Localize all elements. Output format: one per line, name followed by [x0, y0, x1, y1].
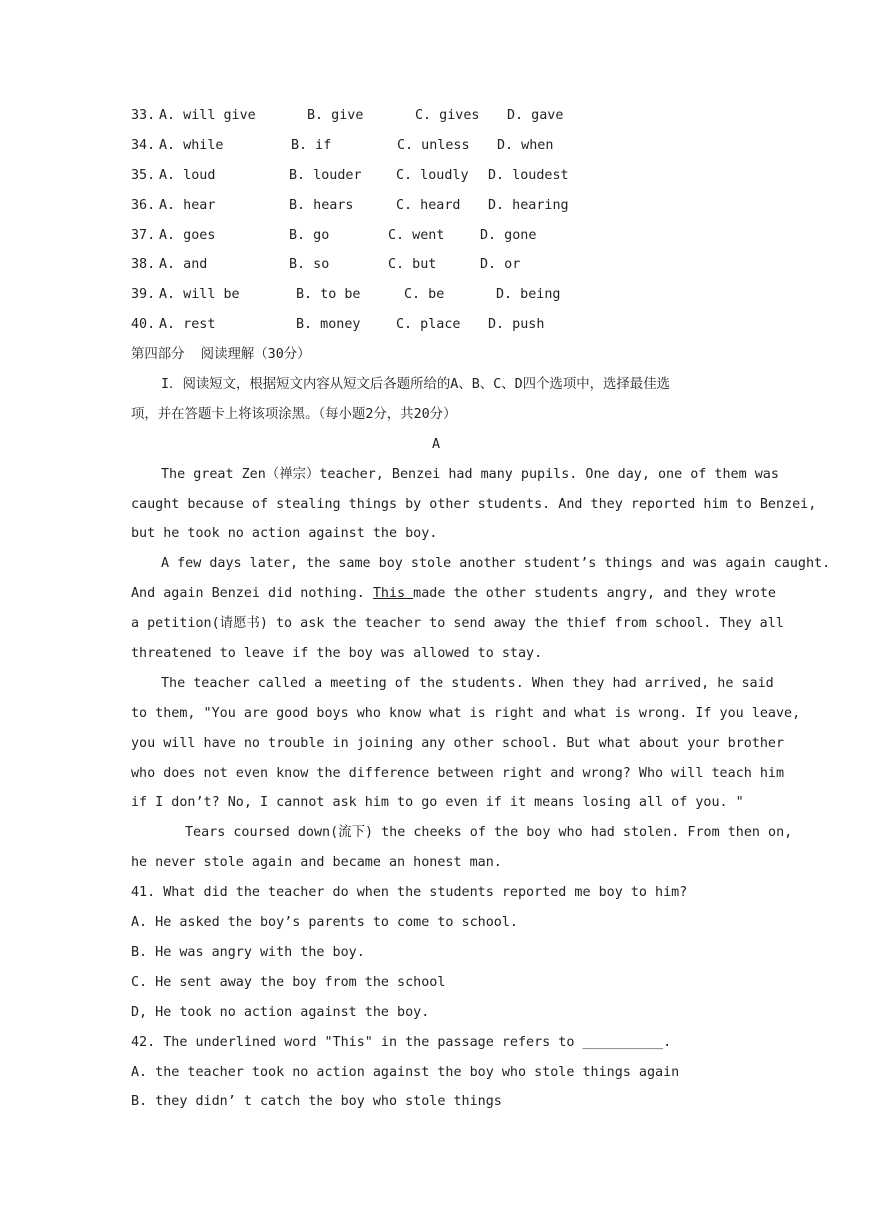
question-42: 42. The underlined word "This" in the passage refers to __________.	[131, 1034, 672, 1050]
option-d: D. hearing	[488, 197, 569, 213]
passage-p1-line-2: caught because of stealing things by other students. And they reported him to Benzei,	[131, 496, 817, 512]
option-row-40	[131, 310, 741, 340]
options-block	[131, 101, 741, 340]
option-a: A. loud	[159, 167, 216, 183]
question-number: 40.	[131, 317, 156, 333]
option-a: A. will give	[159, 108, 256, 123]
option-a: A. and	[159, 257, 208, 273]
passage-p2-line-4: threatened to leave if the boy was allowed to stay.	[131, 646, 543, 662]
option-c: C. gives	[415, 108, 480, 123]
option-row-37	[131, 221, 741, 251]
option-d: D. gone	[480, 227, 537, 243]
option-b: B. hears	[289, 197, 354, 213]
instruction-line-2: 项，并在答题卡上将该项涂黑。（每小题2分，共20分）	[131, 406, 457, 422]
passage-label: A	[431, 436, 441, 452]
option-d: D. push	[488, 317, 545, 333]
passage-p4-line-1: Tears coursed down(流下) the cheeks of the boy who had stolen. From then on,	[185, 825, 793, 841]
option-c: C. be	[404, 287, 445, 303]
option-c: C. unless	[397, 137, 470, 153]
question-41-option-d: D, He took no action against the boy.	[131, 1004, 430, 1020]
option-b: B. to be	[296, 287, 361, 303]
question-number: 35.	[131, 167, 156, 183]
passage-p2-line-3: a petition(请愿书) to ask the teacher to send away the thief from school. They all	[131, 616, 784, 632]
option-d: D. or	[480, 257, 521, 273]
question-42-option-b: B. they didn’ t catch the boy who stole things	[131, 1094, 502, 1110]
p2-line2-pre: And again Benzei did nothing.	[131, 586, 373, 602]
question-42-option-a: A. the teacher took no action against the boy who stole things again	[131, 1064, 680, 1080]
option-row-38	[131, 250, 741, 280]
question-number: 34.	[131, 137, 156, 153]
question-41: 41. What did the teacher do when the students reported me boy to him?	[131, 885, 688, 901]
option-c: C. went	[388, 227, 445, 243]
passage-p3-line-5: if I don’t? No, I cannot ask him to go even if it means losing all of you. "	[131, 795, 744, 811]
question-41-option-c: C. He sent away the boy from the school	[131, 974, 446, 990]
option-b: B. give	[307, 108, 364, 123]
question-number: 36.	[131, 197, 156, 213]
option-d: D. loudest	[488, 167, 569, 183]
passage-p4-line-2: he never stole again and became an honest man.	[131, 855, 502, 871]
option-a: A. while	[159, 137, 224, 153]
option-b: B. if	[291, 137, 332, 153]
question-number: 39.	[131, 287, 156, 303]
question-number: 38.	[131, 257, 156, 273]
option-d: D. being	[496, 287, 561, 303]
passage-p3-line-2: to them, "You are good boys who know what is right and what is wrong. If you leave,	[131, 705, 801, 721]
passage-p3-line-3: you will have no trouble in joining any other school. But what about your brother	[131, 735, 785, 751]
question-41-option-b: B. He was angry with the boy.	[131, 944, 365, 960]
option-b: B. go	[289, 227, 330, 243]
p2-line2-post: made the other students angry, and they wrote	[413, 586, 776, 602]
option-b: B. money	[296, 317, 361, 333]
passage-p1-line-3: but he took no action against the boy.	[131, 526, 438, 542]
passage-p3-line-1: The teacher called a meeting of the students. When they had arrived, he said	[161, 675, 774, 691]
option-a: A. rest	[159, 317, 216, 333]
question-number: 33.	[131, 108, 156, 123]
option-a: A. goes	[159, 227, 216, 243]
page-content	[131, 101, 831, 1117]
option-row-34	[131, 131, 741, 161]
passage-p2-line-2	[131, 579, 776, 609]
section-title: 第四部分 阅读理解（30分）	[131, 347, 311, 363]
option-d: D. gave	[507, 108, 564, 123]
option-c: C. place	[396, 317, 461, 333]
option-b: B. louder	[289, 167, 362, 183]
option-row-33	[131, 101, 741, 131]
option-c: C. loudly	[396, 167, 469, 183]
underlined-word-this: This	[372, 586, 414, 602]
option-row-35	[131, 161, 741, 191]
passage-p2-line-1: A few days later, the same boy stole another student’s things and was again caught.	[161, 556, 831, 572]
question-41-option-a: A. He asked the boy’s parents to come to school.	[131, 915, 518, 931]
option-a: A. hear	[159, 197, 216, 213]
option-d: D. when	[497, 137, 554, 153]
option-c: C. heard	[396, 197, 461, 213]
passage-p3-line-4: who does not even know the difference between right and wrong? Who will teach him	[131, 765, 785, 781]
passage-p1-line-1: The great Zen（禅宗）teacher, Benzei had many pupils. One day, one of them was	[161, 466, 779, 482]
option-b: B. so	[289, 257, 330, 273]
question-number: 37.	[131, 227, 156, 243]
option-row-36	[131, 191, 741, 221]
option-a: A. will be	[159, 287, 240, 303]
option-row-39	[131, 280, 741, 310]
option-c: C. but	[388, 257, 437, 273]
instruction-line-1: I．阅读短文，根据短文内容从短文后各题所给的A、B、C、D四个选项中，选择最佳选	[161, 377, 670, 393]
